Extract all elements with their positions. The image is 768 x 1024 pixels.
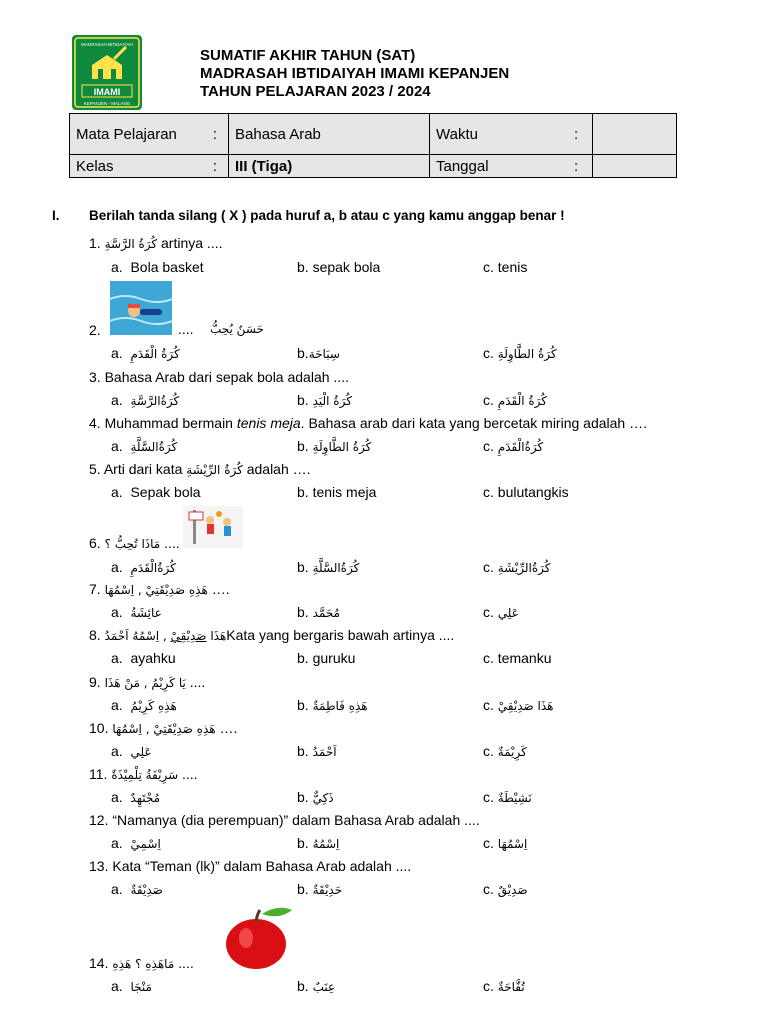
mapel-value: Bahasa Arab [229,114,430,155]
exam-info-table [69,113,677,178]
tanggal-label: Tanggal [430,155,569,178]
question-9: 9. يَا كَرِيْمُ , مَنْ هَذَا .... [89,674,206,690]
option-a[interactable]: a. مُجْتَهِدٌ [111,789,161,805]
waktu-label: Waktu [430,114,569,155]
kids-playing-image [183,506,243,548]
question-8: 8. هَذَا صَدِيْقِيْ , اِسْمُهُ اَحْمَدُ Kata yang bergaris bawah artinya .... [89,627,455,643]
option-a[interactable]: a. كُرَةُ الْقَدَمِ [111,345,180,361]
option-c[interactable]: c. نَشِيْطَةٌ [483,789,532,805]
option-b[interactable]: b. tenis meja [297,484,377,500]
arabic-phrase: كُرَةُ الرَّسَّةِ [104,237,158,251]
question-number: 1. [89,235,101,251]
svg-text:IMAMI: IMAMI [93,87,121,97]
header-year: TAHUN PELAJARAN 2023 / 2024 [200,83,431,100]
swimming-image [110,281,172,335]
option-c[interactable]: c. هَذَا صَدِيْقِيْ [483,697,554,713]
option-b[interactable]: b. guruku [297,650,356,666]
option-a[interactable]: a. كُرَةُالسَّلَّةِ [111,438,178,454]
kelas-label: Kelas [70,155,203,178]
kelas-value: III (Tiga) [229,155,430,178]
option-c[interactable]: c. كُرَةُالرِّيْشَةِ [483,559,551,575]
question-1 [89,235,222,251]
option-b[interactable]: b. sepak bola [297,259,381,275]
option-c[interactable]: c. tenis [483,259,528,275]
section-number: I. [52,208,60,223]
option-c[interactable]: c. اِسْمُهَا [483,835,528,851]
option-b[interactable]: b. ذَكِيٌّ [297,789,334,805]
colon: : [202,114,229,155]
question-6: 6. مَاذَا تُحِبُّ ؟ .... [89,535,180,551]
question-text: artinya .... [161,235,223,251]
document-header [200,47,509,101]
option-a[interactable]: a. كُرَةُالْقَدَمِ [111,559,176,575]
option-a[interactable]: a. هَذِهِ كَرِيْمُ [111,697,177,713]
option-c[interactable]: c. كُرَةُ الطَّاوِلَةِ [483,345,557,361]
question-10: 10. هَذِهِ صَدِيْقَتِيْ , اِسْمُهَا …. [89,720,238,736]
option-c[interactable]: c. صَدِيْقٌ [483,881,528,897]
colon: : [568,155,593,178]
madrasah-logo [72,35,142,110]
option-a[interactable]: a. اِسْمِيْ [111,835,161,851]
header-title: SUMATIF AKHIR TAHUN (SAT) [200,47,416,64]
option-a[interactable]: a. عائِشَةُ [111,604,162,620]
question-7: 7. هَذِهِ صَدِيْقَتِيْ , اِسْمُهَا …. [89,581,230,597]
option-c[interactable]: c. temanku [483,650,552,666]
option-b[interactable]: b. كُرَةُالسَّلَّةِ [297,559,360,575]
question-4: 4. Muhammad bermain tenis meja. Bahasa arab dari kata yang bercetak miring adalah …. [89,415,647,431]
option-a[interactable]: a. كُرَةُالرَّسَّةِ [111,392,180,408]
svg-text:MADRASAH IBTIDAIYAH: MADRASAH IBTIDAIYAH [81,42,133,47]
mapel-label: Mata Pelajaran [70,114,203,155]
tanggal-value[interactable] [593,155,677,178]
option-b[interactable]: b.سِبَاحَة [297,345,340,361]
option-b[interactable]: b. كُرَةُ الطَّاوِلَةِ [297,438,372,454]
option-c[interactable]: c. كُرَةُ الْقَدَمِ [483,392,548,408]
question-12: 12. “Namanya (dia perempuan)” dalam Bahasa Arab adalah .... [89,812,480,828]
option-b[interactable]: b. اَحْمَدُ [297,743,337,759]
option-b[interactable]: b. اِسْمُهُ [297,835,340,851]
colon: : [568,114,593,155]
header-school: MADRASAH IBTIDAIYAH IMAMI KEPANJEN [200,65,510,82]
option-b[interactable]: b. مُحَمَّد [297,604,340,620]
option-a[interactable]: a. صَدِيْقَةٌ [111,881,163,897]
apple-image [222,902,294,970]
waktu-value[interactable] [593,114,677,155]
option-a[interactable]: a. ayahku [111,650,176,666]
question-13: 13. Kata “Teman (lk)” dalam Bahasa Arab adalah .... [89,858,412,874]
option-c[interactable]: c. عَلِي [483,604,519,620]
option-b[interactable]: b. عِنَبٌ [297,978,336,994]
option-c[interactable]: c. كَرِيْمَةٌ [483,743,527,759]
option-a[interactable]: a. Sepak bola [111,484,201,500]
question-5: 5. Arti dari kata كُرَةُ الرِّيْشَةِ adalah …. [89,461,311,477]
section-instruction: Berilah tanda silang ( X ) pada huruf a, b atau c yang kamu anggap benar ! [89,208,565,223]
question-3: 3. Bahasa Arab dari sepak bola adalah .... [89,369,349,385]
option-b[interactable]: b. هَذِهِ فَاطِمَةٌ [297,697,368,713]
question-11: 11. سَرِيْفَةُ تِلْمِيْذَةٌ .... [89,766,198,782]
option-b[interactable]: b. حَدِيْقَةٌ [297,881,343,897]
colon: : [202,155,229,178]
option-c[interactable]: c. تُفَّاحَةٌ [483,978,525,994]
option-a[interactable]: a. عَلِي [111,743,152,759]
svg-text:KEPANJEN - MALANG: KEPANJEN - MALANG [83,101,131,106]
question-2 [89,322,101,338]
option-c[interactable]: c. كُرَةُالْقَدَمِ [483,438,544,454]
question-number: 2. [89,322,101,338]
question-14: 14. مَاهَذِهِ ؟ هَذِهِ .... [89,955,194,971]
question-text: .... [178,321,194,337]
option-c[interactable]: c. bulutangkis [483,484,569,500]
arabic-phrase: حَسَنٌ يُحِبُّ [210,322,264,336]
option-b[interactable]: b. كُرَةُ الْيَدِ [297,392,352,408]
option-a[interactable]: a. مَنْجَا [111,978,152,994]
option-a[interactable]: a. Bola basket [111,259,204,275]
